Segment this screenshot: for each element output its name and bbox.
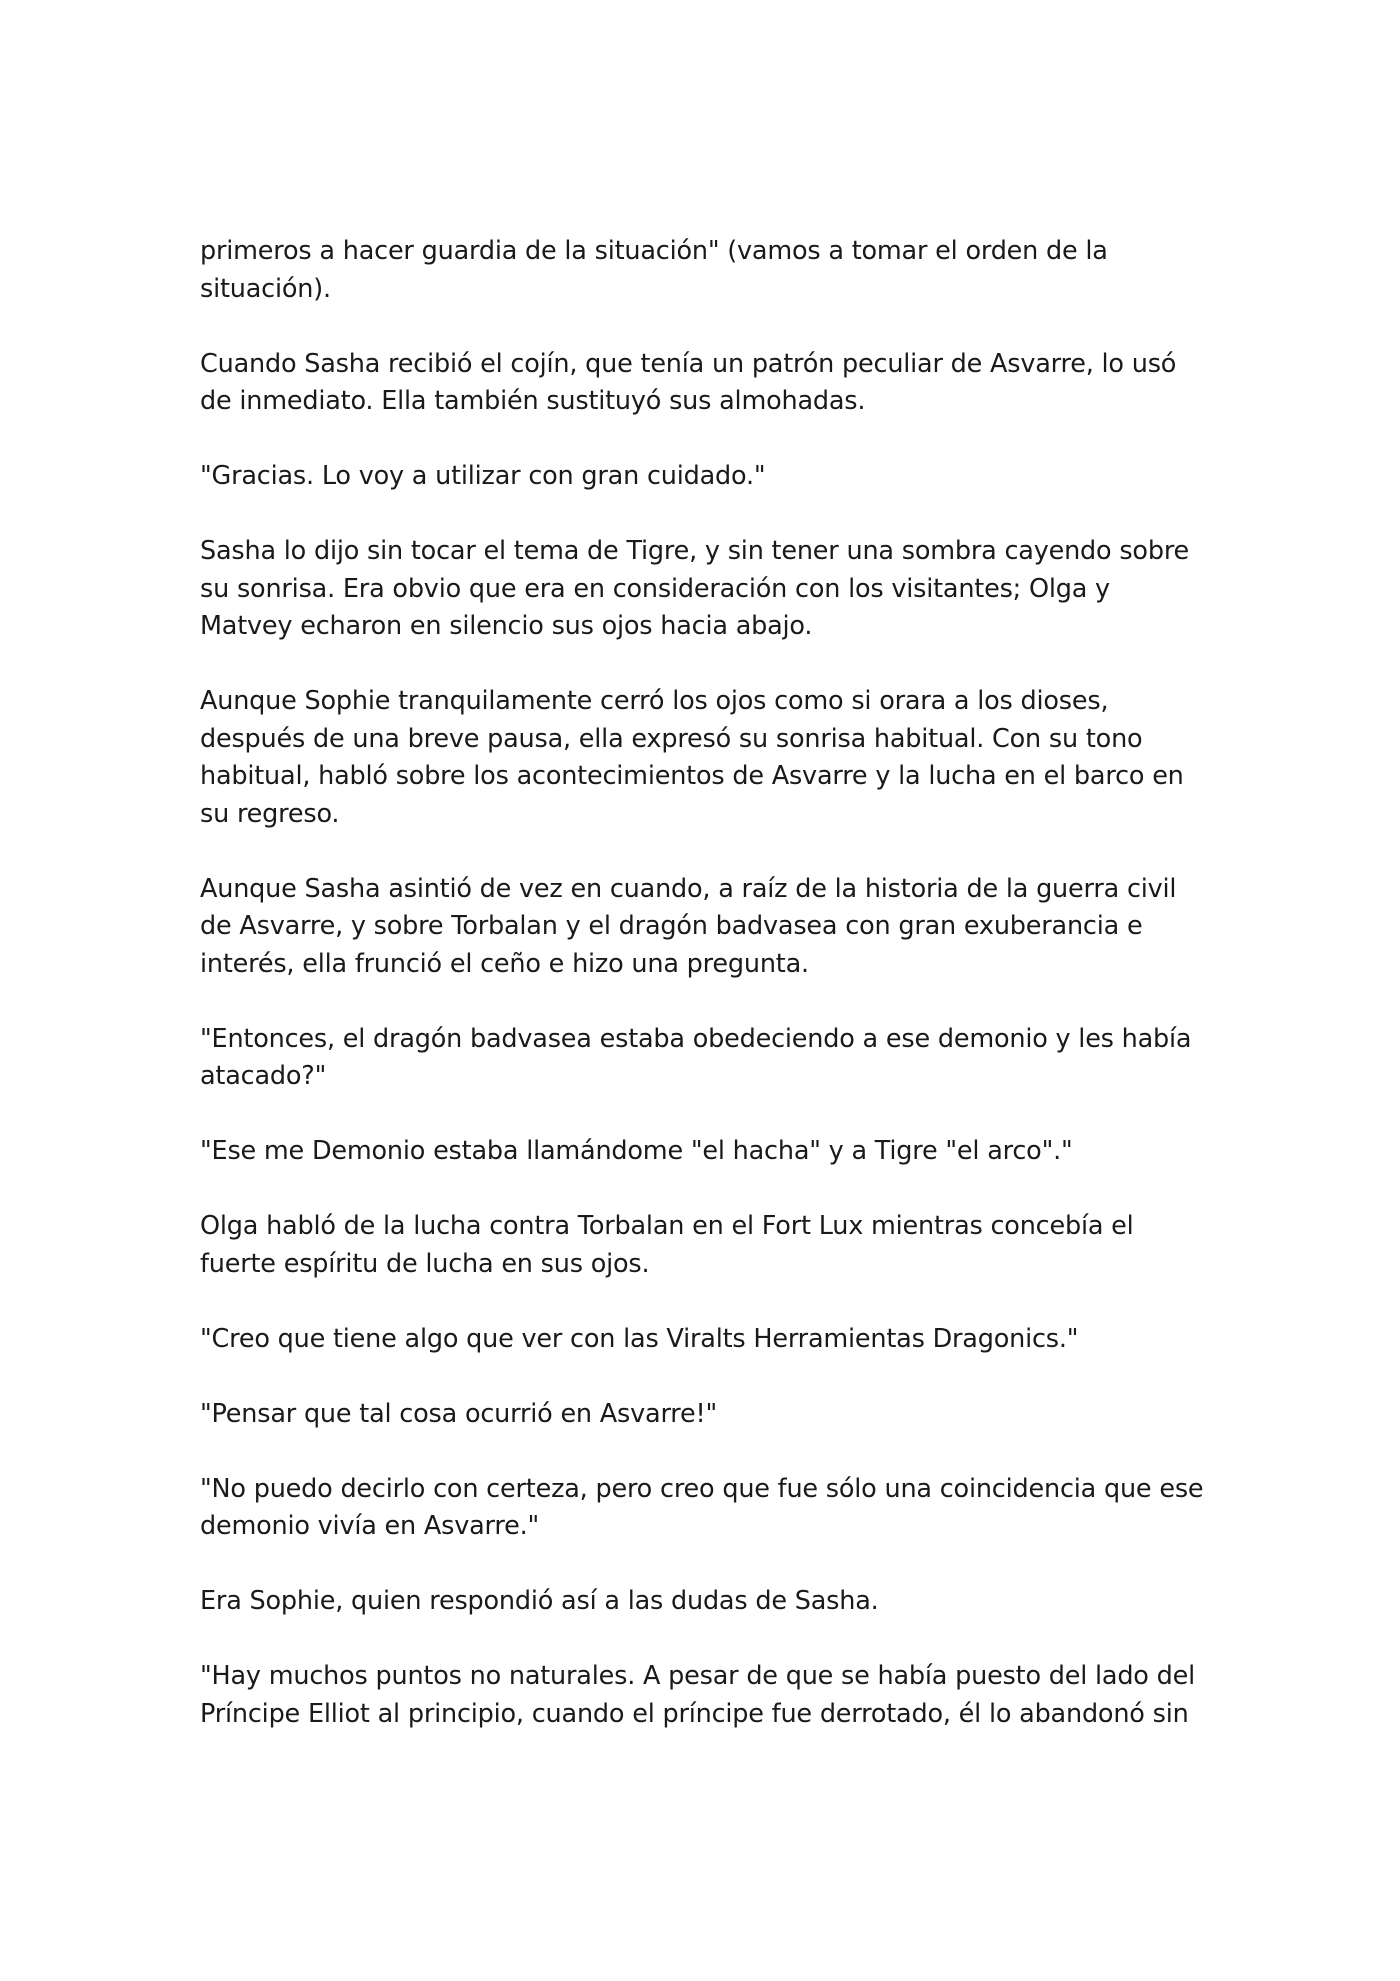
paragraph: Sasha lo dijo sin tocar el tema de Tigre, y sin tener una sombra cayendo sobre su sonrisa. Era obvio que era en consideración con los visitantes; Olga y Matvey echaron en silencio sus ojos hacia abajo. [200, 536, 1190, 641]
paragraph: Era Sophie, quien respondió así a las dudas de Sasha. [200, 1586, 879, 1616]
paragraph: primeros a hacer guardia de la situación" (vamos a tomar el orden de la situación). [200, 236, 1108, 304]
paragraph: "Gracias. Lo voy a utilizar con gran cuidado." [200, 461, 766, 491]
paragraph: "Creo que tiene algo que ver con las Viralts Herramientas Dragonics." [200, 1323, 1079, 1354]
paragraph: "Pensar que tal cosa ocurrió en Asvarre!" [200, 1398, 718, 1429]
paragraph: Cuando Sasha recibió el cojín, que tenía un patrón peculiar de Asvarre, lo usó de inmediato. Ella también sustituyó sus almohadas. [200, 348, 1177, 416]
paragraph: "Ese me Demonio estaba llamándome "el hacha" y a Tigre "el arco"." [200, 1136, 1073, 1166]
paragraph: "No puedo decirlo con certeza, pero creo que fue sólo una coincidencia que ese demonio vivía en Asvarre." [200, 1473, 1204, 1541]
paragraph: Aunque Sasha asintió de vez en cuando, a raíz de la historia de la guerra civil de Asvarre, y sobre Torbalan y el dragón badvasea con gran exuberancia e interés, ella frunció el ceño e hizo una pregunta. [200, 873, 1177, 979]
paragraph: "Entonces, el dragón badvasea estaba obedeciendo a ese demonio y les había atacado?" [200, 1023, 1192, 1091]
paragraph: Aunque Sophie tranquilamente cerró los ojos como si orara a los dioses, después de una breve pausa, ella expresó su sonrisa habitual. Con su tono habitual, habló sobre los acontecimientos de Asvarre y la lucha en el barco en su regreso. [200, 686, 1184, 829]
document-body [200, 233, 1210, 1733]
paragraph: Olga habló de la lucha contra Torbalan en el Fort Lux mientras concebía el fuerte espíritu de lucha en sus ojos. [200, 1211, 1134, 1279]
paragraph: "Hay muchos puntos no naturales. A pesar de que se había puesto del lado del Príncipe Elliot al principio, cuando el príncipe fue derrotado, él lo abandonó sin [200, 1661, 1195, 1729]
